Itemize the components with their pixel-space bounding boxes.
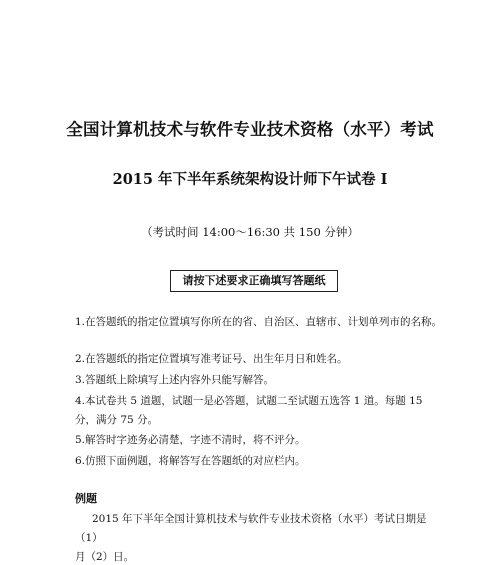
- rule-item-4: 4.本试卷共 5 道题，试题一是必答题，试题二至试题五选答 1 道。每题 15 分，满分 75 分。: [75, 395, 423, 426]
- exam-title: 全国计算机技术与软件专业技术资格（水平）考试: [66, 120, 434, 139]
- rule-item-3: 3.答题纸上除填写上述内容外只能写解答。: [75, 374, 275, 386]
- rule-item-1: 1.在答题纸的指定位置填写你所在的省、自治区、直辖市、计划单列市的名称。: [75, 316, 443, 328]
- exam-time: （考试时间 14:00～16:30 共 150 分钟）: [141, 225, 359, 239]
- rule-item-6: 6.仿照下面例题，将解答写在答题纸的对应栏内。: [75, 455, 306, 467]
- example-text: 2015 年下半年全国计算机技术与软件专业技术资格（水平）考试日期是: [92, 513, 427, 525]
- rule-item-2: 2.在答题纸的指定位置填写准考证号、出生年月日和姓名。: [75, 353, 348, 365]
- answer-sheet-notice: 请按下述要求正确填写答题纸: [170, 270, 338, 292]
- paper-subtitle: 2015 年下半年系统架构设计师下午试卷 I: [112, 171, 388, 188]
- example-heading: 例题: [75, 492, 97, 505]
- rule-item-5: 5.解答时字迹务必清楚，字迹不清时，将不评分。: [75, 434, 306, 446]
- example-blank: （1）: [75, 532, 103, 544]
- example-end: 月（2）日。: [75, 551, 135, 563]
